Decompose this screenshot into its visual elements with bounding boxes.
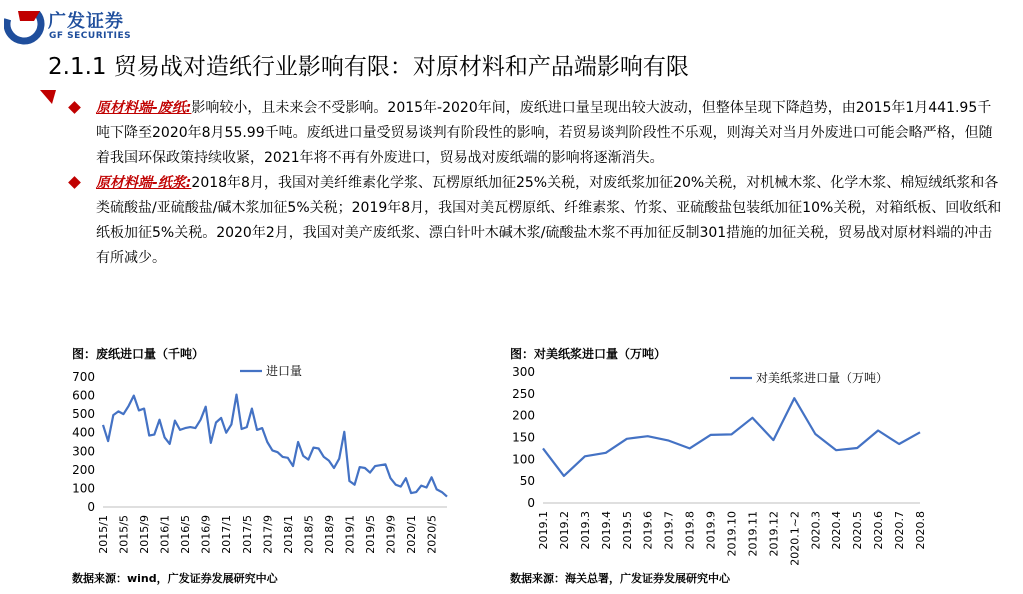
x-tick-label: 2019.1 — [537, 511, 550, 550]
y-tick-label: 200 — [72, 462, 95, 477]
y-tick-label: 300 — [72, 444, 95, 459]
bullet-key: 原材料端-纸浆: — [96, 175, 192, 191]
x-tick-label: 2019.11 — [746, 511, 760, 557]
x-tick-label: 2016/5 — [179, 515, 193, 554]
diamond-bullet-icon — [68, 176, 81, 189]
y-tick-label: 0 — [87, 500, 95, 514]
x-tick-label: 2016/9 — [199, 515, 213, 554]
x-tick-label: 2019.9 — [704, 511, 718, 550]
chart2-source: 数据来源：海关总署，广发证券发展研究中心 — [510, 572, 730, 585]
chart1-title: 图：废纸进口量（千吨） — [72, 347, 205, 361]
x-tick-label: 2017/1 — [220, 515, 234, 554]
diamond-bullet-icon — [68, 101, 81, 114]
series-line — [543, 398, 920, 476]
x-tick-label: 2020/5 — [425, 515, 439, 554]
y-tick-label: 150 — [512, 430, 535, 445]
x-tick-label: 2020.4 — [830, 511, 844, 550]
x-tick-label: 2020.6 — [872, 511, 886, 550]
corner-triangle-icon — [40, 90, 56, 104]
x-tick-label: 2018/1 — [281, 515, 295, 554]
y-tick-label: 100 — [72, 481, 95, 496]
x-tick-label: 2019.8 — [683, 511, 697, 550]
x-tick-label: 2020/1 — [405, 515, 419, 554]
logo-cn-text: 广发证券 — [48, 11, 124, 32]
bullet-key: 原材料端-废纸: — [96, 100, 192, 116]
y-tick-label: 100 — [512, 452, 535, 467]
x-tick-label: 2019.4 — [599, 511, 613, 550]
bullet-waste-paper — [70, 96, 1005, 171]
x-tick-label: 2019.2 — [557, 511, 571, 550]
bullet-list — [70, 96, 1005, 271]
x-tick-label: 2017/5 — [240, 515, 254, 554]
bullet-text: 2018年8月，我国对美纤维素化学浆、瓦楞原纸加征25%关税，对废纸浆加征20%关税，对机械木浆、化学木浆、棉短绒纸浆和各类硫酸盐/亚硫酸盐/碱木浆加征5%关税；2019年8月，我国对美瓦楞原纸、纤维素浆、竹浆、亚硫酸盐包装纸加征10%关税，对箱纸板、回收纸和纸板加征5%关税。2020年2月，我国对美产废纸浆、漂白针叶木碱木浆/硫酸盐木浆不再加征反制301措施的加征关税，贸易战对原材料端的冲击有所减少。 — [96, 175, 1002, 266]
legend-label: 进口量 — [266, 364, 303, 378]
y-tick-label: 600 — [72, 388, 95, 403]
chart2-us-pulp-imports — [495, 360, 930, 572]
x-tick-label: 2019/1 — [343, 515, 357, 554]
x-tick-label: 2016/1 — [158, 515, 172, 554]
x-tick-label: 2020.8 — [914, 511, 927, 550]
y-tick-label: 250 — [512, 386, 535, 401]
x-tick-label: 2015/5 — [117, 515, 131, 554]
chart1-source: 数据来源：wind，广发证券发展研究中心 — [72, 572, 278, 585]
chart2-title: 图：对美纸浆进口量（万吨） — [510, 347, 667, 361]
x-tick-label: 2015/9 — [138, 515, 152, 554]
y-tick-label: 200 — [512, 408, 535, 423]
x-tick-label: 2018/9 — [322, 515, 336, 554]
logo-en-text: GF SECURITIES — [49, 31, 132, 41]
x-tick-label: 2015/1 — [97, 515, 110, 554]
y-tick-label: 0 — [527, 496, 535, 510]
page-title: 2.1.1 贸易战对造纸行业影响有限：对原材料和产品端影响有限 — [48, 54, 689, 80]
legend-label: 对美纸浆进口量（万吨） — [756, 371, 889, 385]
y-tick-label: 700 — [72, 370, 95, 384]
series-line — [103, 395, 447, 497]
x-tick-label: 2018/5 — [302, 515, 316, 554]
bullet-pulp — [70, 171, 1005, 271]
x-tick-label: 2019.10 — [725, 511, 739, 557]
x-tick-label: 2020.7 — [893, 511, 907, 550]
x-tick-label: 2020.1~2 — [788, 511, 802, 566]
gf-logo-icon — [4, 3, 46, 45]
x-tick-label: 2020.5 — [851, 511, 865, 550]
bullet-text: 影响较小，且未来会不受影响。2015年-2020年间，废纸进口量呈现出较大波动，但整体呈现下降趋势，由2015年1月441.95千吨下降至2020年8月55.99千吨。废纸进口量受贸易谈判有阶段性的影响，若贸易谈判阶段性不乐观，则海关对当月外废进口可能会略严格，但随着我国环保政策持续收紧，2021年将不再有外废进口，贸易战对废纸端的影响将逐渐消失。 — [96, 100, 993, 166]
x-tick-label: 2019.7 — [662, 511, 676, 550]
x-tick-label: 2017/9 — [261, 515, 275, 554]
x-tick-label: 2019/5 — [363, 515, 377, 554]
y-tick-label: 300 — [512, 365, 535, 379]
x-tick-label: 2019.3 — [578, 511, 592, 550]
x-tick-label: 2019.5 — [620, 511, 634, 550]
x-tick-label: 2020.3 — [809, 511, 823, 550]
y-tick-label: 400 — [72, 425, 95, 440]
x-tick-label: 2019.12 — [767, 511, 781, 557]
y-tick-label: 50 — [519, 474, 535, 489]
y-tick-label: 500 — [72, 407, 95, 422]
chart1-waste-paper-imports — [55, 362, 455, 562]
x-tick-label: 2019.6 — [641, 511, 655, 550]
x-tick-label: 2019/9 — [384, 515, 398, 554]
company-logo — [4, 3, 164, 47]
